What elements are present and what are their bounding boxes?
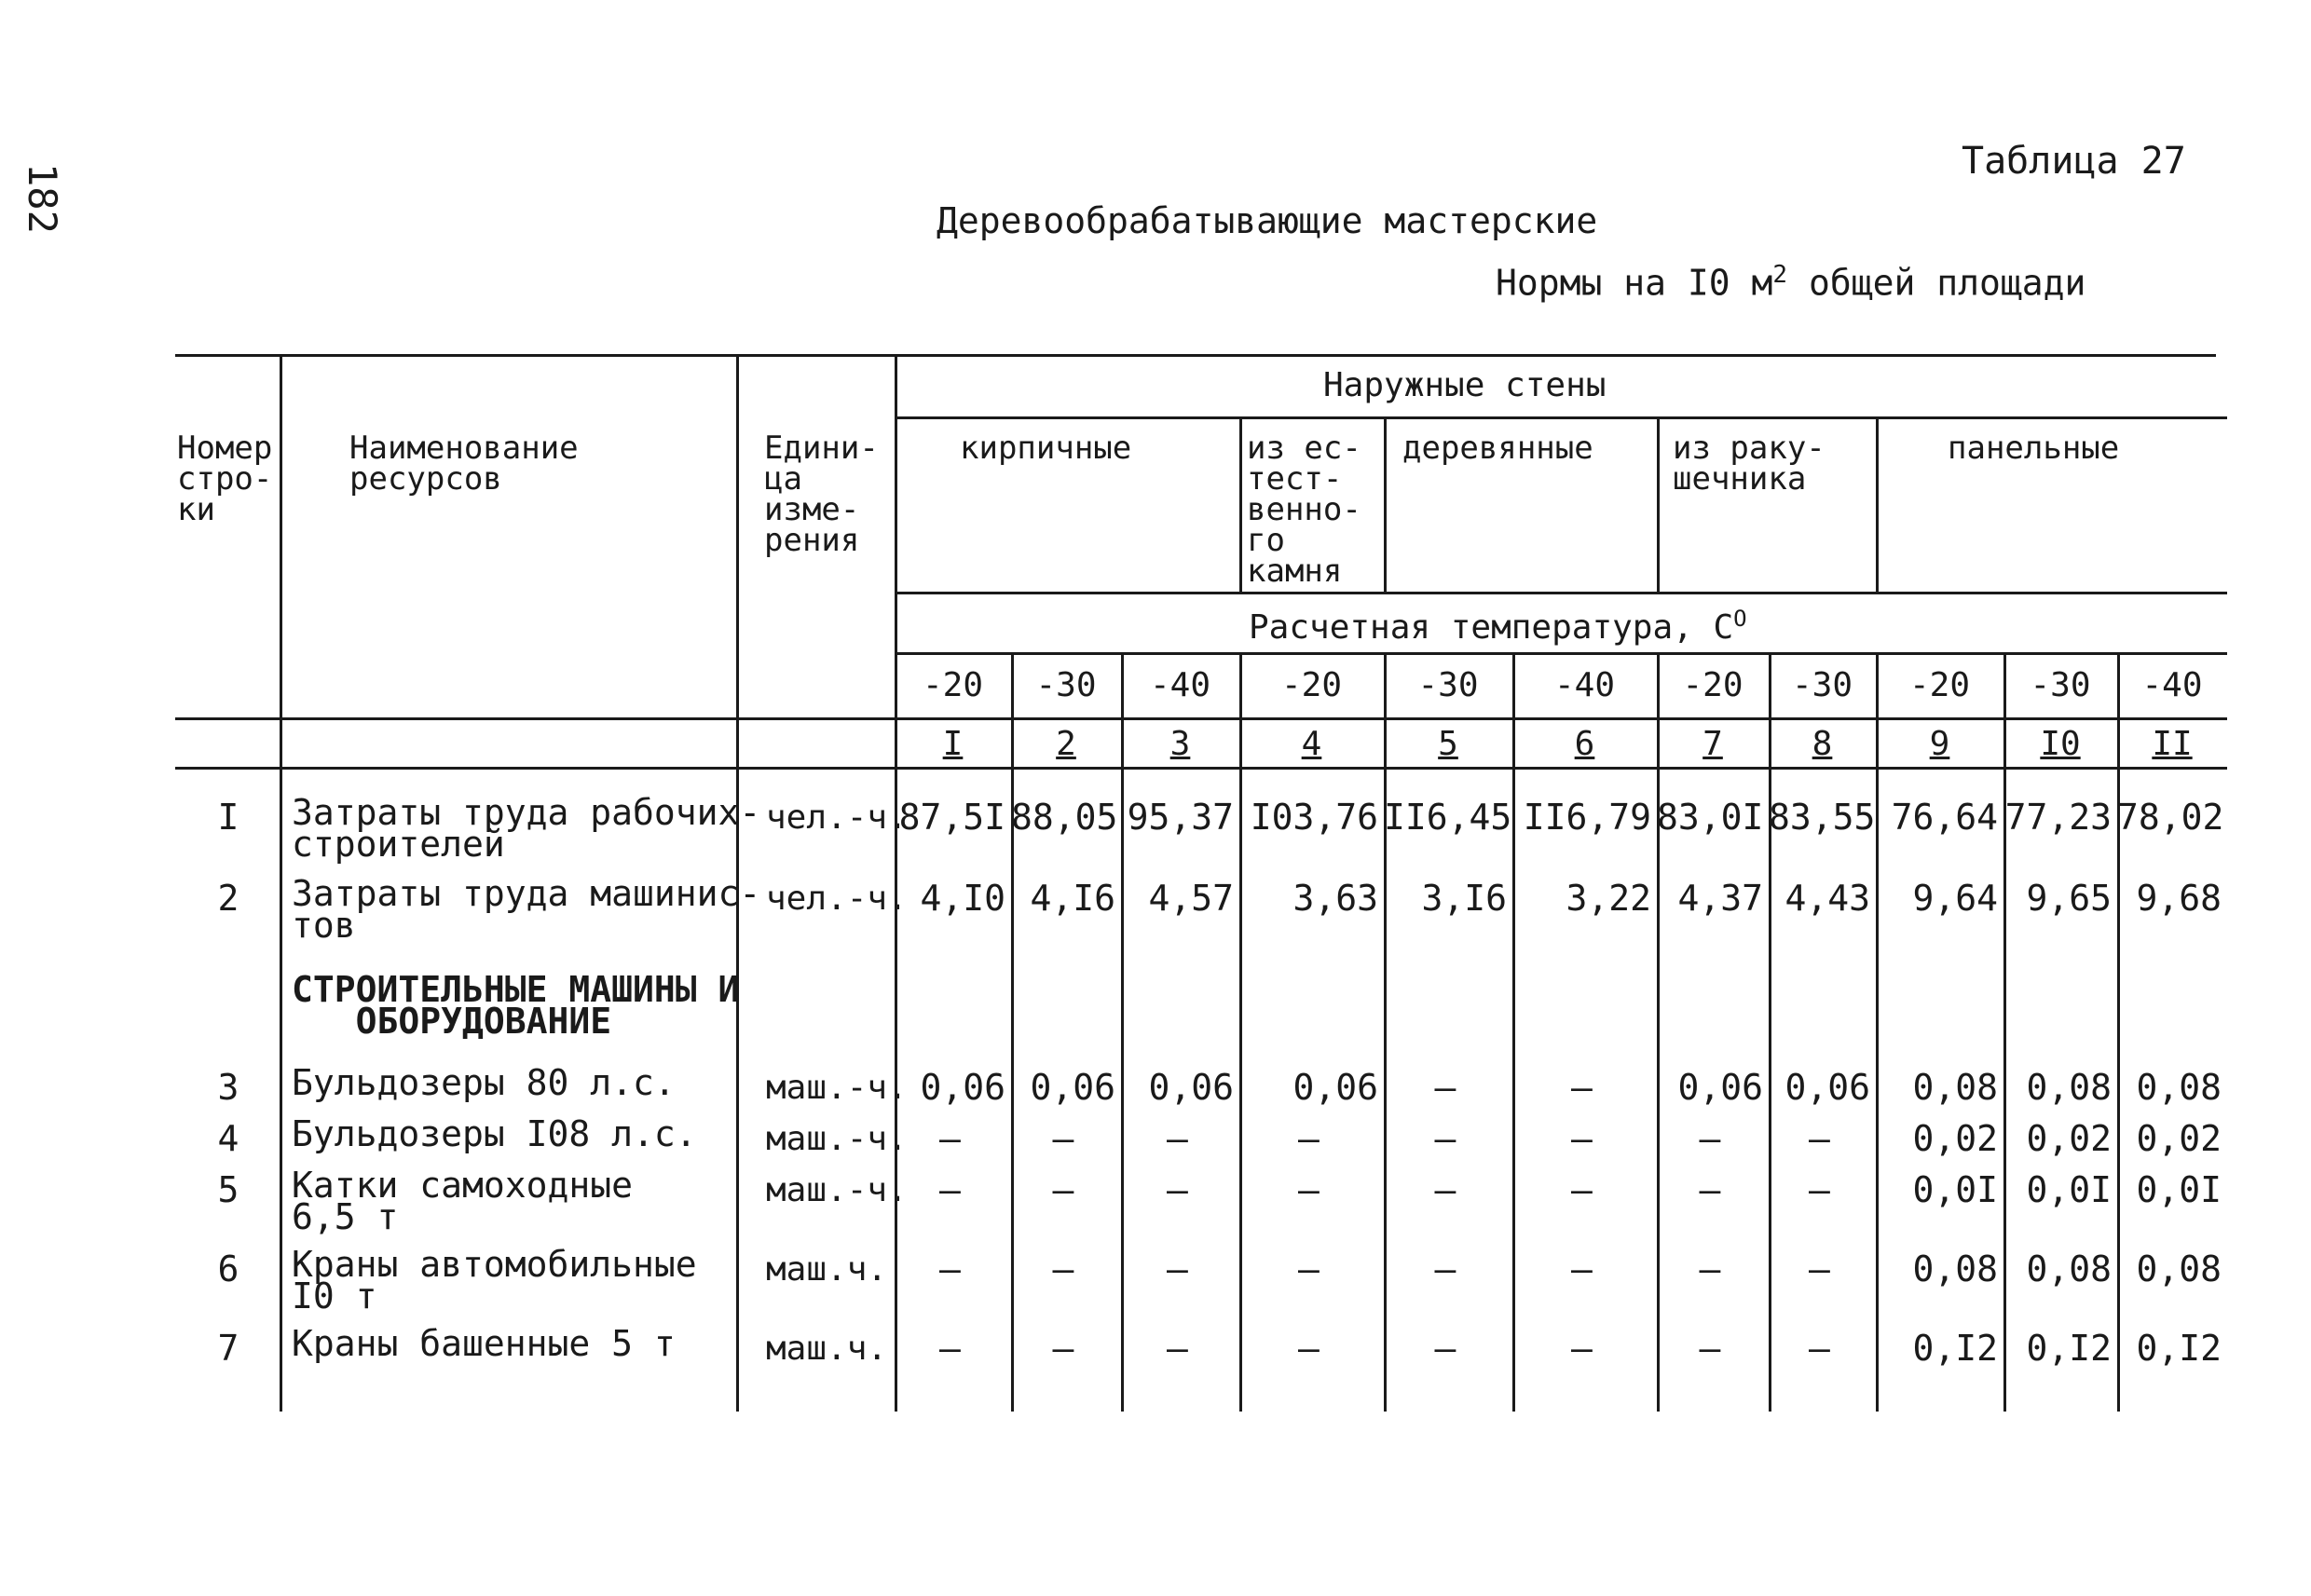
- row-7-value-10: 0,08: [2026, 1248, 2112, 1289]
- row-2-value-4: 3,63: [1292, 878, 1378, 919]
- row-I-number: I: [217, 797, 239, 838]
- row-7-value-3: –: [1167, 1248, 1188, 1289]
- row-6-value-6: –: [1571, 1169, 1593, 1210]
- row-5-value-6: –: [1571, 1118, 1593, 1159]
- row-1-value-10: 77,23: [2004, 797, 2112, 838]
- temp-1: -20: [922, 666, 984, 704]
- row-8-value-3: –: [1167, 1328, 1188, 1369]
- row-4-value-11: 0,08: [2136, 1067, 2222, 1108]
- row-5-value-9: 0,02: [1912, 1118, 1998, 1159]
- row-1-unit: чел.-ч.: [766, 798, 908, 837]
- page-title: Деревообрабатывающие мастерские: [937, 200, 1598, 241]
- row-1-value-2: 88,05: [1011, 797, 1118, 838]
- row-2-value-11: 9,68: [2136, 878, 2222, 919]
- row-7-value-7: –: [1699, 1248, 1721, 1289]
- temp-11: -40: [2141, 666, 2203, 704]
- row-6-value-5: –: [1434, 1169, 1456, 1210]
- header-group-2: из ес- тест- венно- го камня: [1247, 430, 1361, 590]
- row-6-unit: маш.-ч.: [766, 1171, 908, 1209]
- row-8-value-11: 0,I2: [2136, 1328, 2222, 1369]
- row-4-value-3: 0,06: [1148, 1067, 1234, 1108]
- rule-col-numbers: [175, 767, 2227, 770]
- row-5-value-4: –: [1298, 1118, 1320, 1159]
- row-1-value-6: II6,79: [1523, 797, 1651, 838]
- row-4-value-7: 0,06: [1677, 1067, 1763, 1108]
- row-1-value-3: 95,37: [1127, 797, 1234, 838]
- row-2-value-5: 3,I6: [1421, 878, 1507, 919]
- row-1-value-4: I03,76: [1250, 797, 1378, 838]
- row-1-resource: Затраты труда рабочих- строителей: [292, 792, 761, 865]
- value-col-line-5: [1512, 652, 1515, 1412]
- row-4-number: 4: [217, 1118, 239, 1159]
- norms-prefix: Нормы на I0 м: [1496, 262, 1773, 304]
- row-2-value-8: 4,43: [1785, 878, 1870, 919]
- row-7-value-11: 0,08: [2136, 1248, 2222, 1289]
- value-col-line-3: [1239, 652, 1242, 1412]
- group-line-1: [1384, 416, 1387, 592]
- row-2-value-3: 4,57: [1148, 878, 1234, 919]
- col-number-4: 4: [1301, 725, 1322, 763]
- row-2-value-1: 4,I0: [920, 878, 1005, 919]
- row-4-value-6: –: [1571, 1067, 1593, 1108]
- row-8-value-8: –: [1809, 1328, 1830, 1369]
- row-2-number: 2: [217, 878, 239, 919]
- col-number-6: 6: [1574, 725, 1595, 763]
- header-group-4: из раку- шечника: [1673, 430, 1826, 498]
- row-4-value-8: 0,06: [1785, 1067, 1870, 1108]
- value-col-line-9: [2003, 652, 2006, 1412]
- row-8-value-9: 0,I2: [1912, 1328, 1998, 1369]
- col-number-5: 5: [1438, 725, 1458, 763]
- row-4-value-4: 0,06: [1292, 1067, 1378, 1108]
- row-8-value-6: –: [1571, 1328, 1593, 1369]
- row-8-value-10: 0,I2: [2026, 1328, 2112, 1369]
- row-8-value-4: –: [1298, 1328, 1320, 1369]
- page-number: 182: [20, 163, 65, 234]
- row-6-number: 6: [217, 1248, 239, 1289]
- value-col-line-6: [1657, 652, 1660, 1412]
- header-resource-name: Наименование ресурсов: [349, 430, 579, 498]
- rule-groups: [895, 592, 2227, 594]
- row-5-value-8: –: [1809, 1118, 1830, 1159]
- row-6-value-7: –: [1699, 1169, 1721, 1210]
- col-number-8: 8: [1812, 725, 1833, 763]
- row-6-value-11: 0,0I: [2136, 1169, 2222, 1210]
- norms-sup: 2: [1772, 261, 1788, 289]
- row-7-value-5: –: [1434, 1248, 1456, 1289]
- value-col-line-8: [1876, 652, 1879, 1412]
- row-7-value-9: 0,08: [1912, 1248, 1998, 1289]
- row-5-number: 5: [217, 1169, 239, 1210]
- group-line-0: [1239, 416, 1242, 592]
- temp-8: -30: [1791, 666, 1853, 704]
- temp-9: -20: [1908, 666, 1971, 704]
- row-8-value-5: –: [1434, 1328, 1456, 1369]
- row-8-value-2: –: [1052, 1328, 1074, 1369]
- value-col-line-1: [1011, 652, 1014, 1412]
- row-6-value-1: –: [939, 1169, 961, 1210]
- temp-4: -20: [1280, 666, 1343, 704]
- row-2-value-6: 3,22: [1566, 878, 1651, 919]
- row-5-value-10: 0,02: [2026, 1118, 2112, 1159]
- row-5-resource: Бульдозеры I08 л.с.: [292, 1113, 697, 1154]
- row-1-value-11: 78,02: [2117, 797, 2224, 838]
- row-4-value-1: 0,06: [920, 1067, 1005, 1108]
- rule-outer-walls: [895, 416, 2227, 419]
- temp-7: -20: [1682, 666, 1744, 704]
- row-5-unit: маш.-ч.: [766, 1120, 908, 1158]
- col-number-10: I0: [2040, 725, 2081, 763]
- group-line-3: [1876, 416, 1879, 592]
- row-2-value-10: 9,65: [2026, 878, 2112, 919]
- row-6-value-3: –: [1167, 1169, 1188, 1210]
- row-3-resource: СТРОИТЕЛЬНЫЕ МАШИНЫ И ОБОРУДОВАНИЕ: [292, 969, 740, 1042]
- temperature-degree: О: [1733, 606, 1747, 632]
- row-2-value-9: 9,64: [1912, 878, 1998, 919]
- row-6-value-8: –: [1809, 1169, 1830, 1210]
- row-7-value-4: –: [1298, 1248, 1320, 1289]
- row-4-unit: маш.-ч.: [766, 1069, 908, 1107]
- row-7-value-2: –: [1052, 1248, 1074, 1289]
- header-temperature: Расчетная температура, $С^О$: [1249, 606, 1747, 647]
- header-group-3: деревянные: [1402, 430, 1593, 467]
- norms-caption: [1496, 261, 2085, 304]
- value-col-line-4: [1384, 652, 1387, 1412]
- row-7-value-6: –: [1571, 1248, 1593, 1289]
- col-number-1: I: [942, 725, 964, 763]
- value-col-line-2: [1121, 652, 1124, 1412]
- row-4-value-2: 0,06: [1030, 1067, 1115, 1108]
- row-6-value-10: 0,0I: [2026, 1169, 2112, 1210]
- row-5-value-7: –: [1699, 1118, 1721, 1159]
- row-8-value-1: –: [939, 1328, 961, 1369]
- row-1-value-7: 83,0I: [1657, 797, 1764, 838]
- row-4-resource: Бульдозеры 80 л.с.: [292, 1062, 676, 1103]
- row-5-value-3: –: [1167, 1118, 1188, 1159]
- row-4-value-10: 0,08: [2026, 1067, 2112, 1108]
- row-3-number: 3: [217, 1067, 239, 1108]
- row-7-value-8: –: [1809, 1248, 1830, 1289]
- rule-temp-label: [895, 652, 2227, 655]
- row-8-value-7: –: [1699, 1328, 1721, 1369]
- row-2-resource: Затраты труда машинис- тов: [292, 873, 761, 946]
- row-6-value-2: –: [1052, 1169, 1074, 1210]
- row-6-value-9: 0,0I: [1912, 1169, 1998, 1210]
- col-number-9: 9: [1929, 725, 1950, 763]
- row-6-resource: Катки самоходные 6,5 т: [292, 1165, 634, 1237]
- value-col-line-10: [2117, 652, 2120, 1412]
- row-7-value-1: –: [939, 1248, 961, 1289]
- temp-3: -40: [1149, 666, 1211, 704]
- row-6-value-4: –: [1298, 1169, 1320, 1210]
- row-5-value-11: 0,02: [2136, 1118, 2222, 1159]
- col-number-3: 3: [1169, 725, 1191, 763]
- rule-temp-row: [175, 717, 2227, 720]
- header-outer-walls: Наружные стены: [1323, 366, 1607, 404]
- temp-10: -30: [2030, 666, 2091, 704]
- row-1-value-1: 87,5I: [898, 797, 1005, 838]
- col-number-7: 7: [1702, 725, 1723, 763]
- row-8-unit: маш.ч.: [766, 1330, 888, 1368]
- header-group-5: панельные: [1948, 430, 2120, 467]
- row-1-value-5: II6,45: [1384, 797, 1512, 838]
- col-number-11: II: [2152, 725, 2193, 763]
- col-line-rownum: [280, 354, 282, 1412]
- row-2-unit: чел.-ч.: [766, 880, 908, 918]
- row-7-resource: Краны автомобильные I0 т: [292, 1244, 697, 1316]
- norms-suffix: общей площади: [1787, 262, 2086, 304]
- temp-2: -30: [1035, 666, 1097, 704]
- header-unit: Едини- ца изме- рения: [764, 430, 879, 559]
- rule-top: [175, 354, 2216, 357]
- row-1-value-9: 76,64: [1891, 797, 1998, 838]
- value-col-line-7: [1769, 652, 1771, 1412]
- temp-6: -40: [1553, 666, 1616, 704]
- row-8-resource: Краны башенные 5 т: [292, 1323, 676, 1364]
- row-5-value-2: –: [1052, 1118, 1074, 1159]
- row-2-value-2: 4,I6: [1030, 878, 1115, 919]
- row-7-number: 7: [217, 1328, 239, 1369]
- row-4-value-5: –: [1434, 1067, 1456, 1108]
- group-line-2: [1657, 416, 1660, 592]
- row-5-value-5: –: [1434, 1118, 1456, 1159]
- row-5-value-1: –: [939, 1118, 961, 1159]
- table-number: Таблица 27: [1962, 140, 2186, 183]
- row-1-value-8: 83,55: [1769, 797, 1876, 838]
- row-4-value-9: 0,08: [1912, 1067, 1998, 1108]
- header-group-1: кирпичные: [960, 430, 1132, 467]
- header-row-number: Номер стро- ки: [177, 430, 273, 528]
- row-2-value-7: 4,37: [1677, 878, 1763, 919]
- col-number-2: 2: [1056, 725, 1076, 763]
- temp-5: -30: [1417, 666, 1479, 704]
- row-7-unit: маш.ч.: [766, 1250, 888, 1289]
